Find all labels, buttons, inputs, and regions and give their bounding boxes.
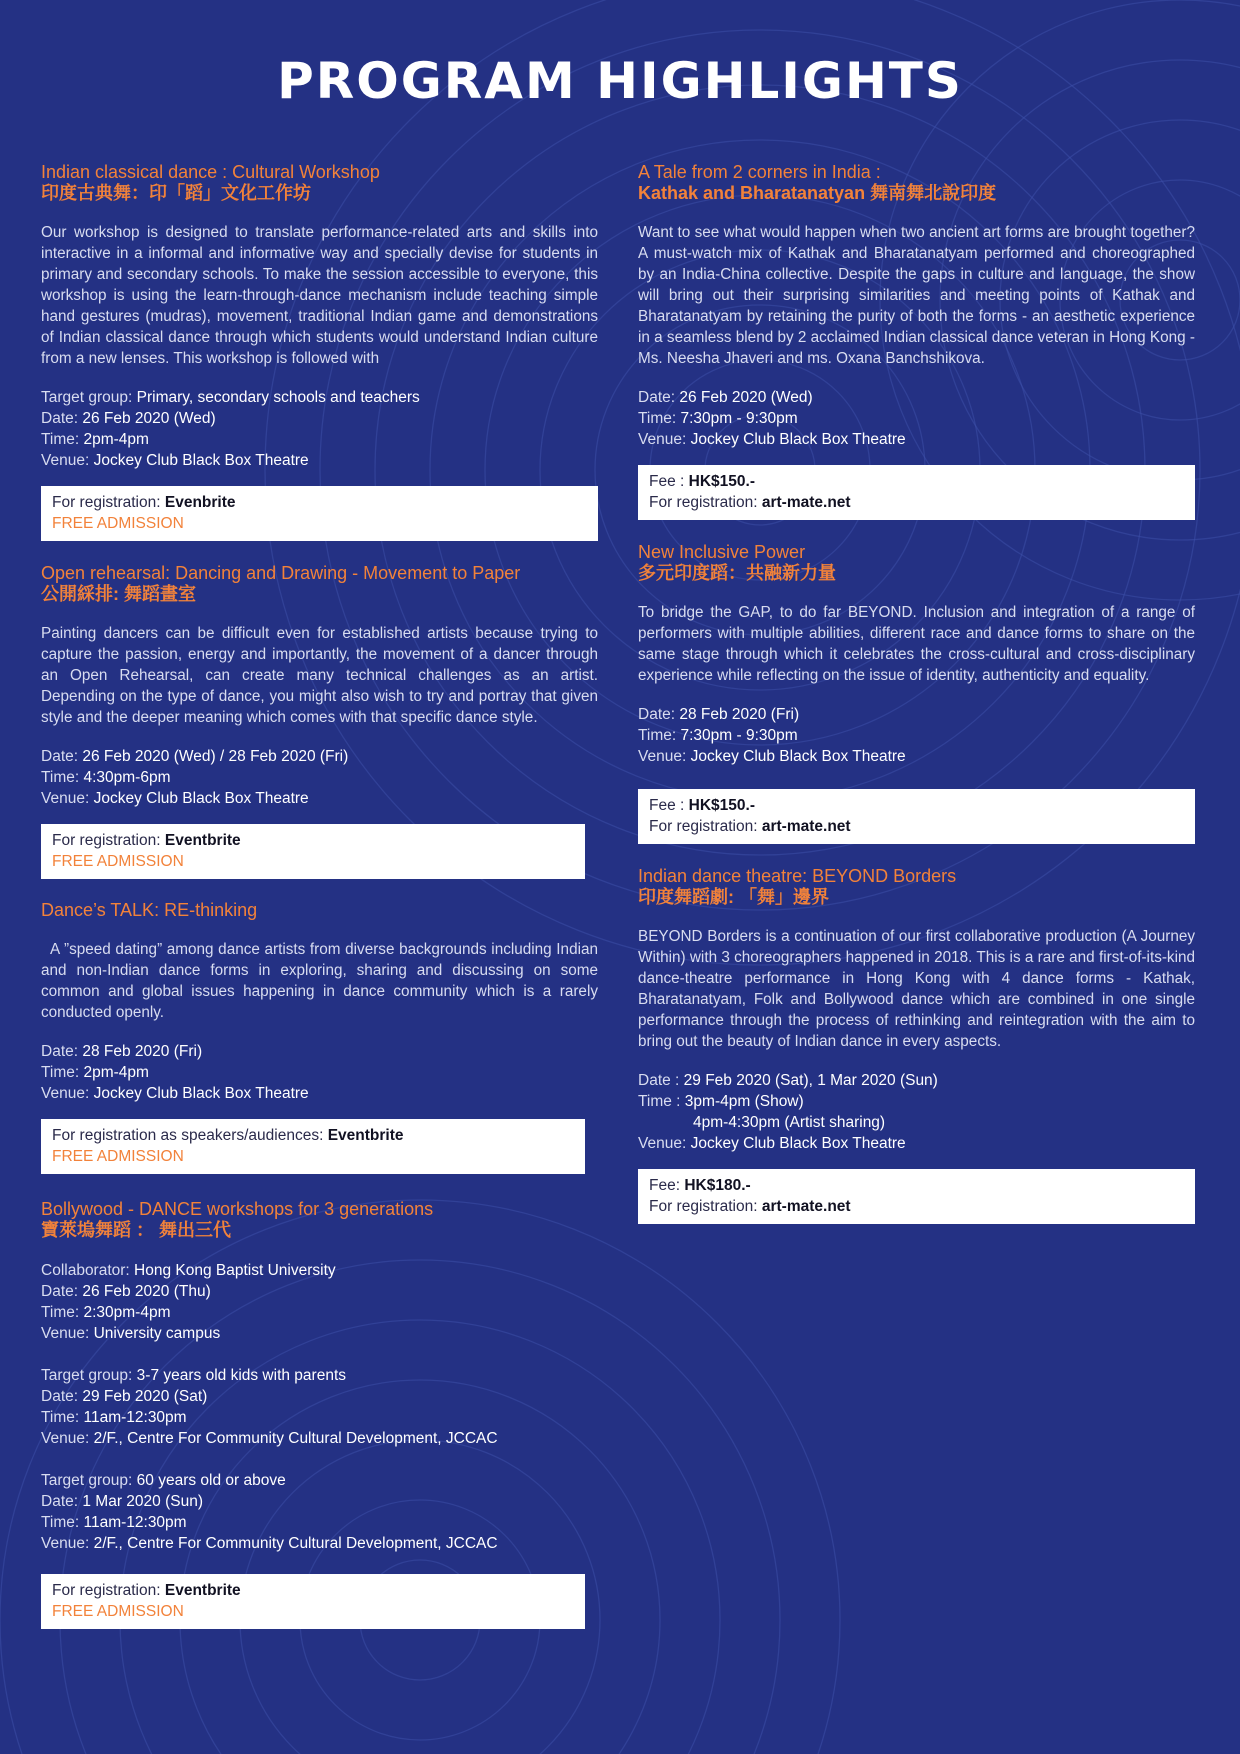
time-value: 7:30pm - 9:30pm	[680, 410, 798, 427]
target-label: Target group:	[41, 389, 137, 406]
target-value: Primary, secondary schools and teachers	[136, 389, 420, 406]
session-details-3	[41, 1470, 598, 1554]
venue-value: 2/F., Centre For Community Cultural Development, JCCAC	[93, 1535, 498, 1552]
section-title	[41, 563, 598, 605]
venue-label: Venue:	[41, 1430, 94, 1447]
section-cultural-workshop	[41, 162, 598, 541]
section-title	[41, 162, 598, 204]
registration-link[interactable]: art-mate.net	[761, 494, 851, 511]
section-description: Want to see what would happen when two ancient art forms are brought together? A must-watch mix of Kathak and Bharatanatyam performed and choreographed by an India-China collective. Despite the gaps in culture and language, the show will bring out their surprising similarities and meeting points of Kathak and Bharatanatyam by retaining the purity of both the forms - an aesthetic experience in a seamless blend by 2 acclaimed Indian classical dance veteran in Hong Kong - Ms. Neesha Jhaveri and ms. Oxana Banchshikova.	[638, 224, 1195, 367]
section-description: BEYOND Borders is a continuation of our first collaborative production (A Journey Within) with 3 choreographers happened in 2018. This is a rare and first-of-its-kind dance-theatre performance in Hong Kong with 4 dance forms - Kathak, Bharatanatyam, Folk and Bollywood dance which are combined in one single performance through the process of rethinking and reintegration with the aim to bring out the beauty of Indian dance in every aspects.	[638, 928, 1195, 1050]
event-details	[41, 1041, 598, 1104]
time-label: Time:	[41, 1409, 84, 1426]
registration-link[interactable]: Evenbrite	[164, 494, 236, 511]
fee-label: Fee :	[649, 473, 689, 490]
date-value: 29 Feb 2020 (Sat)	[82, 1388, 208, 1405]
section-title	[41, 900, 598, 921]
date-value: 1 Mar 2020 (Sun)	[82, 1493, 203, 1510]
registration-link[interactable]: Eventbrite	[164, 832, 241, 849]
venue-label: Venue:	[41, 1325, 94, 1342]
time-value: 11am-12:30pm	[83, 1514, 187, 1531]
fee-value: HK$150.-	[688, 473, 755, 490]
event-details	[638, 387, 1195, 450]
registration-label: For registration as speakers/audiences:	[52, 1127, 328, 1144]
section-beyond-borders	[638, 866, 1195, 1224]
venue-value: Jockey Club Black Box Theatre	[690, 748, 906, 765]
time-value: 4:30pm-6pm	[83, 769, 171, 786]
time-label: Time:	[638, 410, 681, 427]
page-title: PROGRAM HIGHLIGHTS	[277, 52, 963, 110]
section-description: A ”speed dating” among dance artists from diverse backgrounds including Indian and non-Indian dance forms in exploring, sharing and discussing on some common and global issues happening in dance community which is a rarely conducted openly.	[41, 941, 598, 1021]
date-value: 28 Feb 2020 (Fri)	[82, 1043, 203, 1060]
section-title-zh: 多元印度蹈：共融新力量	[638, 563, 836, 583]
time-value: 2pm-4pm	[83, 1064, 149, 1081]
time-label: Time:	[41, 1304, 84, 1321]
registration-box	[638, 465, 1195, 520]
fee-value: HK$150.-	[688, 797, 755, 814]
venue-value: Jockey Club Black Box Theatre	[93, 452, 309, 469]
venue-label: Venue:	[638, 748, 691, 765]
section-inclusive-power	[638, 542, 1195, 844]
time-value: 11am-12:30pm	[83, 1409, 187, 1426]
target-value: 3-7 years old kids with parents	[136, 1367, 347, 1384]
time-label: Time:	[41, 1514, 84, 1531]
section-title-zh: 印度舞蹈劇: 「舞」邊界	[638, 887, 829, 907]
venue-label: Venue:	[41, 1535, 94, 1552]
venue-label: Venue:	[638, 1135, 691, 1152]
free-admission-label: FREE ADMISSION	[52, 515, 184, 532]
date-label: Date:	[41, 1388, 83, 1405]
date-label: Date :	[638, 1072, 684, 1089]
fee-label: Fee :	[649, 797, 689, 814]
section-title-en: Indian classical dance : Cultural Workshop	[41, 162, 380, 182]
date-label: Date:	[638, 706, 680, 723]
time-value-2: 4pm-4:30pm (Artist sharing)	[693, 1114, 886, 1131]
section-title	[41, 1199, 598, 1241]
event-details	[638, 704, 1195, 767]
session-details-2	[41, 1365, 598, 1449]
time-label: Time :	[638, 1093, 685, 1110]
section-description: To bridge the GAP, to do far BEYOND. Inclusion and integration of a range of performers with multiple abilities, different race and dance forms to share on the same stage through which it celebrates the cross-cultural and cross-disciplinary experience while reflecting on the issue of identity, authenticity and equality.	[638, 604, 1195, 684]
date-label: Date:	[41, 1493, 83, 1510]
fee-value: HK$180.-	[684, 1177, 751, 1194]
registration-box	[41, 1574, 585, 1629]
section-title-en: Dance’s TALK: RE-thinking	[41, 900, 258, 920]
section-open-rehearsal	[41, 563, 598, 879]
section-title-zh: 寶萊塢舞蹈 ： 舞出三代	[41, 1220, 232, 1240]
section-title-en: Open rehearsal: Dancing and Drawing - Movement to Paper	[41, 563, 521, 583]
section-title-en: Indian dance theatre: BEYOND Borders	[638, 866, 957, 886]
date-label: Date:	[41, 1043, 83, 1060]
target-label: Target group:	[41, 1367, 137, 1384]
venue-label: Venue:	[41, 790, 94, 807]
date-label: Date:	[41, 748, 83, 765]
registration-label: For registration:	[52, 1582, 165, 1599]
venue-label: Venue:	[41, 1085, 94, 1102]
date-value: 26 Feb 2020 (Wed)	[679, 389, 813, 406]
session-details-1	[41, 1260, 598, 1344]
section-title-en: New Inclusive Power	[638, 542, 806, 562]
collaborator-label: Collaborator:	[41, 1262, 135, 1279]
section-description: Our workshop is designed to translate performance-related arts and skills into interactive in a informal and informative way and specially devise for students in primary and secondary schools. To make the session accessible to everyone, this workshop is using the learn-through-dance mechanism include teaching simple hand gestures (mudras), movement, traditional Indian game and demonstrations of Indian classical dance through which students would understand Indian culture from a new lenses. This workshop is followed with	[41, 224, 598, 367]
time-value: 2pm-4pm	[83, 431, 149, 448]
registration-box	[638, 1169, 1195, 1224]
venue-value: Jockey Club Black Box Theatre	[690, 1135, 906, 1152]
date-label: Date:	[41, 410, 83, 427]
venue-label: Venue:	[41, 452, 94, 469]
time-label: Time:	[41, 1064, 84, 1081]
registration-box	[638, 789, 1195, 844]
section-title-en: Bollywood - DANCE workshops for 3 generations	[41, 1199, 434, 1219]
registration-label: For registration:	[649, 818, 762, 835]
venue-value: 2/F., Centre For Community Cultural Development, JCCAC	[93, 1430, 498, 1447]
date-value: 26 Feb 2020 (Wed)	[82, 410, 216, 427]
date-value: 26 Feb 2020 (Wed) / 28 Feb 2020 (Fri)	[82, 748, 349, 765]
time-value: 7:30pm - 9:30pm	[680, 727, 798, 744]
venue-value: University campus	[93, 1325, 221, 1342]
registration-label: For registration:	[52, 832, 165, 849]
time-value: 2:30pm-4pm	[83, 1304, 171, 1321]
registration-label: For registration:	[52, 494, 165, 511]
section-title-en: A Tale from 2 corners in India :	[638, 162, 881, 182]
section-title	[638, 866, 1195, 908]
registration-label: For registration:	[649, 494, 762, 511]
event-details	[638, 1070, 1195, 1154]
time-label: Time:	[638, 727, 681, 744]
event-details	[41, 746, 598, 809]
registration-label: For registration:	[649, 1198, 762, 1215]
section-title	[638, 542, 1195, 584]
section-title	[638, 162, 1195, 204]
registration-box	[41, 486, 598, 541]
registration-link[interactable]: art-mate.net	[761, 818, 851, 835]
registration-box	[41, 824, 585, 879]
date-value: 29 Feb 2020 (Sat), 1 Mar 2020 (Sun)	[683, 1072, 938, 1089]
venue-value: Jockey Club Black Box Theatre	[690, 431, 906, 448]
section-description: Painting dancers can be difficult even for established artists because trying to capture the passion, energy and importantly, the movement of a dancer through an Open Rehearsal, can create many technical challenges as an artist. Depending on the type of dance, you might also wish to try and portray that given style and the deeper meaning which comes with that specific dance style.	[41, 625, 598, 726]
target-value: 60 years old or above	[136, 1472, 286, 1489]
time-label: Time:	[41, 431, 84, 448]
registration-link[interactable]: art-mate.net	[761, 1198, 851, 1215]
section-tale-two-corners	[638, 162, 1195, 520]
venue-value: Jockey Club Black Box Theatre	[93, 790, 309, 807]
venue-value: Jockey Club Black Box Theatre	[93, 1085, 309, 1102]
registration-box	[41, 1119, 585, 1174]
section-title-en-zh: Kathak and Bharatanatyan 舞南舞北說印度	[638, 183, 997, 203]
free-admission-label: FREE ADMISSION	[52, 853, 184, 870]
fee-label: Fee:	[649, 1177, 685, 1194]
event-details	[41, 387, 598, 471]
time-value: 3pm-4pm (Show)	[684, 1093, 804, 1110]
date-value: 28 Feb 2020 (Fri)	[679, 706, 800, 723]
left-column	[41, 162, 598, 1629]
section-bollywood-workshops	[41, 1199, 598, 1629]
right-column	[638, 162, 1195, 1224]
section-title-zh: 公開綵排: 舞蹈畫室	[41, 584, 196, 604]
registration-link[interactable]: Eventbrite	[164, 1582, 241, 1599]
section-dance-talk	[41, 900, 598, 1174]
section-title-zh: 印度古典舞：印「蹈」文化工作坊	[41, 183, 311, 203]
registration-link[interactable]: Eventbrite	[327, 1127, 404, 1144]
free-admission-label: FREE ADMISSION	[52, 1148, 184, 1165]
date-label: Date:	[638, 389, 680, 406]
venue-label: Venue:	[638, 431, 691, 448]
target-label: Target group:	[41, 1472, 137, 1489]
date-label: Date:	[41, 1283, 83, 1300]
free-admission-label: FREE ADMISSION	[52, 1603, 184, 1620]
date-value: 26 Feb 2020 (Thu)	[82, 1283, 211, 1300]
time-label: Time:	[41, 769, 84, 786]
collaborator-value: Hong Kong Baptist University	[134, 1262, 336, 1279]
